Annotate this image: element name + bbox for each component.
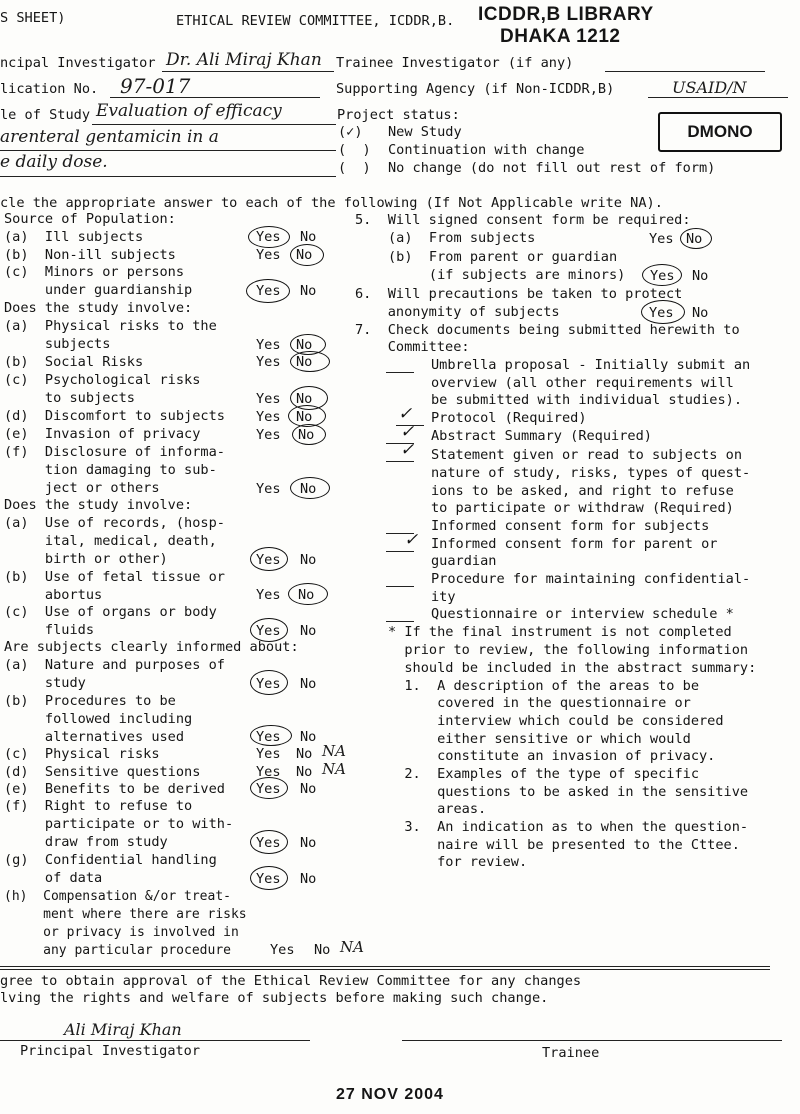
title-line3: e daily dose. (0, 152, 108, 172)
q6-label-1: 6. Will precautions be taken to protect (355, 286, 683, 302)
note-line-5: covered in the questionnaire or (388, 695, 691, 711)
q2f-no: No (300, 481, 317, 497)
q4a-label-1: (a) Nature and purposes of (4, 657, 225, 673)
q1c-yes: Yes (256, 283, 281, 299)
q2f-label-2: tion damaging to sub- (4, 462, 217, 478)
answer-circle (250, 670, 288, 695)
q5b-no: No (692, 268, 709, 284)
q1a-label: (a) Ill subjects (4, 229, 144, 245)
q5b-yes: Yes (650, 268, 675, 284)
q4h-label-3: or privacy is involved in (4, 925, 239, 940)
q2a-label-2: subjects (4, 336, 111, 352)
q2-heading: Does the study involve: (4, 300, 193, 316)
q2e-yes: Yes (256, 427, 281, 443)
status-new-box: (✓) (338, 124, 363, 140)
q4b-label-2: followed including (4, 711, 193, 727)
title-line1: Evaluation of efficacy (96, 101, 282, 121)
agency-label: Supporting Agency (if Non-ICDDR,B) (336, 81, 615, 97)
q4e-label: (e) Benefits to be derived (4, 781, 225, 797)
footer-rule-2 (0, 969, 770, 970)
answer-circle (250, 547, 288, 571)
agency-underline (648, 97, 788, 98)
doc-statement-1: Statement given or read to subjects on (431, 447, 742, 463)
instruction: cle the appropriate answer to each of the following (If Not Applicable write NA). (0, 195, 663, 211)
q4-heading: Are subjects clearly informed about: (4, 639, 299, 655)
agreement-line-2: lving the rights and welfare of subjects before making such change. (0, 990, 549, 1006)
doc-statement-2: nature of study, risks, types of quest- (431, 465, 751, 481)
doc-statement-4: to participate or withdraw (Required) (431, 500, 734, 516)
trainee-signature-line (402, 1040, 782, 1041)
doc-confidentiality-1: Procedure for maintaining confidential- (431, 571, 751, 587)
q2b-no: No (296, 354, 313, 370)
doc-statement-blank (386, 461, 414, 462)
library-stamp-line1: ICDDR,B LIBRARY (478, 4, 654, 25)
status-no-change: No change (do not fill out rest of form) (388, 160, 716, 176)
title-underline1 (92, 124, 336, 125)
q3c-label-1: (c) Use of organs or body (4, 604, 217, 620)
pi-value: Dr. Ali Miraj Khan (166, 50, 322, 70)
q5a-yes: Yes (649, 231, 674, 247)
q4g-label-2: of data (4, 870, 103, 886)
q4g-no: No (300, 871, 317, 887)
q3c-no: No (300, 623, 317, 639)
q4h-yes: Yes (270, 942, 295, 958)
q5b-label-1: (b) From parent or guardian (388, 249, 618, 265)
q2b-label: (b) Social Risks (4, 354, 144, 370)
q2c-label-1: (c) Psychological risks (4, 372, 201, 388)
pi-signature: Ali Miraj Khan (64, 1020, 182, 1039)
q1b-yes: Yes (256, 247, 281, 263)
q2e-label: (e) Invasion of privacy (4, 426, 201, 442)
status-no-change-box: ( ) (338, 160, 371, 176)
trainee-underline (605, 71, 765, 72)
q1a-no: No (300, 229, 317, 245)
q5a-no: No (686, 231, 703, 247)
project-status-label: Project status: (337, 107, 460, 123)
q3-heading: Does the study involve: (4, 497, 193, 513)
q3a-label-3: birth or other) (4, 551, 168, 567)
q4a-no: No (300, 676, 317, 692)
doc-consent-parent-1: Informed consent form for parent or (431, 536, 718, 552)
doc-consent-parent-2: guardian (431, 553, 497, 569)
q3a-yes: Yes (256, 552, 281, 568)
note-line-11: areas. (388, 801, 487, 817)
q4h-label-4: any particular procedure (4, 943, 231, 958)
answer-circle (290, 244, 324, 266)
application-underline (110, 97, 320, 98)
q2c-yes: Yes (256, 391, 281, 407)
q1c-label-2: under guardianship (4, 282, 193, 298)
answer-circle (680, 228, 712, 249)
q6-no: No (692, 305, 709, 321)
doc-protocol-check-icon: ✓ (398, 404, 413, 424)
q1b-label: (b) Non-ill subjects (4, 247, 176, 263)
trainee-label: Trainee Investigator (if any) (336, 55, 574, 71)
doc-consent-parent-blank (386, 551, 414, 552)
doc-consent-parent-check-icon: ✓ (404, 530, 419, 550)
answer-circle (292, 424, 326, 445)
note-line-4: 1. A description of the areas to be (388, 678, 699, 694)
q1c-label-1: (c) Minors or persons (4, 264, 185, 280)
sheet-label: S SHEET) (0, 10, 66, 26)
answer-circle (250, 777, 288, 799)
q2f-yes: Yes (256, 481, 281, 497)
q4b-yes: Yes (256, 729, 281, 745)
q6-yes: Yes (649, 305, 674, 321)
q4g-yes: Yes (256, 871, 281, 887)
q4c-yes: Yes (256, 746, 281, 762)
pi-signature-label: Principal Investigator (20, 1043, 201, 1059)
doc-umbrella-2: overview (all other requirements will (431, 375, 734, 391)
note-line-7: either sensitive or which would (388, 731, 691, 747)
note-line-13: naire will be presented to the Cttee. (388, 837, 740, 853)
q4f-label-1: (f) Right to refuse to (4, 798, 193, 814)
doc-confidentiality-2: ity (431, 589, 456, 605)
q1b-no: No (296, 247, 313, 263)
title-label: le of Study (0, 107, 91, 123)
answer-circle (642, 264, 682, 286)
q4a-yes: Yes (256, 676, 281, 692)
q3a-label-1: (a) Use of records, (hosp- (4, 515, 225, 531)
answer-circle (246, 279, 290, 303)
q4d-label: (d) Sensitive questions (4, 764, 201, 780)
q4h-na: NA (340, 938, 364, 956)
q4d-yes: Yes (256, 764, 281, 780)
note-line-10: questions to be asked in the sensitive (388, 784, 749, 800)
doc-statement-3: ions to be asked, and right to refuse (431, 483, 734, 499)
q4h-no: No (314, 942, 331, 958)
note-line-14: for review. (388, 854, 528, 870)
q6-label-2: anonymity of subjects (355, 304, 560, 320)
pi-underline (162, 71, 334, 72)
note-line-8: constitute an invasion of privacy. (388, 748, 716, 764)
q2a-label-1: (a) Physical risks to the (4, 318, 217, 334)
doc-umbrella-1: Umbrella proposal - Initially submit an (431, 357, 751, 373)
q4d-no: No (296, 764, 313, 780)
q2d-label: (d) Discomfort to subjects (4, 408, 225, 424)
q2d-yes: Yes (256, 409, 281, 425)
title-line2: arenteral gentamicin in a (0, 127, 219, 147)
q4f-label-2: participate or to with- (4, 816, 234, 832)
committee-heading: ETHICAL REVIEW COMMITTEE, ICDDR,B. (176, 13, 455, 29)
doc-abstract: Abstract Summary (Required) (431, 428, 652, 444)
doc-questionnaire-blank (386, 621, 414, 622)
trainee-signature-label: Trainee (542, 1045, 600, 1061)
q7-label-1: 7. Check documents being submitted herewith to (355, 322, 740, 338)
title-underline3 (0, 176, 336, 177)
note-line-6: interview which could be considered (388, 713, 724, 729)
date-stamp: 27 NOV 2004 (336, 1086, 444, 1103)
q2c-no: No (296, 391, 313, 407)
doc-umbrella-blank (386, 372, 414, 373)
answer-circle (250, 866, 288, 890)
q4a-label-2: study (4, 675, 86, 691)
q5-heading: 5. Will signed consent form be required: (355, 212, 691, 228)
q5b-label-2: (if subjects are minors) (388, 267, 626, 283)
doc-protocol: Protocol (Required) (431, 410, 587, 426)
status-continuation: Continuation with change (388, 142, 585, 158)
q2a-no: No (296, 337, 313, 353)
answer-circle (290, 351, 330, 372)
note-line-9: 2. Examples of the type of specific (388, 766, 699, 782)
q1a-yes: Yes (256, 229, 281, 245)
q3b-no: No (298, 587, 315, 603)
q3b-label-1: (b) Use of fetal tissue or (4, 569, 225, 585)
q1c-no: No (300, 283, 317, 299)
answer-circle (248, 226, 290, 248)
dmono-stamp: DMONO (658, 112, 782, 152)
q3b-yes: Yes (256, 587, 281, 603)
q3b-label-2: abortus (4, 587, 103, 603)
application-number: 97-017 (120, 74, 191, 98)
note-line-12: 3. An indication as to when the question- (388, 819, 749, 835)
q4f-no: No (300, 835, 317, 851)
q4c-label: (c) Physical risks (4, 746, 160, 762)
library-stamp-line2: DHAKA 1212 (500, 26, 621, 47)
doc-abstract-check-icon: ✓ (400, 422, 415, 442)
q4c-no: No (296, 746, 313, 762)
q2a-yes: Yes (256, 337, 281, 353)
q4g-label-1: (g) Confidential handling (4, 852, 217, 868)
status-continuation-box: ( ) (338, 142, 371, 158)
q4b-no: No (300, 729, 317, 745)
agreement-line-1: gree to obtain approval of the Ethical Review Committee for any changes (0, 973, 582, 989)
answer-circle (250, 725, 292, 746)
q4h-label-2: ment where there are risks (4, 907, 247, 922)
q1-heading: Source of Population: (4, 211, 176, 227)
q4f-label-3: draw from study (4, 834, 168, 850)
answer-circle (250, 830, 288, 854)
q2c-label-2: to subjects (4, 390, 135, 406)
q4d-na: NA (322, 760, 346, 778)
pi-label: ncipal Investigator (0, 55, 156, 71)
answer-circle (641, 300, 685, 324)
doc-statement-check-icon: ✓ (400, 440, 415, 460)
q4e-yes: Yes (256, 781, 281, 797)
doc-consent-subjects: Informed consent form for subjects (431, 518, 710, 534)
q4b-label-1: (b) Procedures to be (4, 693, 176, 709)
title-underline2 (0, 150, 336, 151)
doc-umbrella-3: be submitted with individual studies). (431, 392, 742, 408)
doc-confidentiality-blank (386, 586, 414, 587)
q2e-no: No (298, 427, 315, 443)
q3c-yes: Yes (256, 623, 281, 639)
q3c-label-2: fluids (4, 622, 95, 638)
application-label: lication No. (0, 81, 99, 97)
q2b-yes: Yes (256, 354, 281, 370)
q4h-label-1: (h) Compensation &/or treat- (4, 889, 231, 904)
answer-circle (288, 583, 328, 605)
note-line-1: * If the final instrument is not completed (388, 624, 732, 640)
q4f-yes: Yes (256, 835, 281, 851)
q4e-no: No (300, 781, 317, 797)
status-new-study: New Study (388, 124, 462, 140)
q4b-label-3: alternatives used (4, 729, 185, 745)
q2f-label-3: ject or others (4, 480, 160, 496)
agency-value: USAID/N (672, 78, 747, 97)
pi-signature-line (0, 1040, 310, 1041)
q7-label-2: Committee: (355, 339, 470, 355)
q4c-na: NA (322, 742, 346, 760)
doc-questionnaire: Questionnaire or interview schedule * (431, 606, 734, 622)
footer-rule-1 (0, 966, 770, 967)
q3a-label-2: ital, medical, death, (4, 533, 217, 549)
note-line-2: prior to review, the following information (388, 642, 749, 658)
q2d-no: No (296, 409, 313, 425)
note-line-3: should be included in the abstract summary: (388, 660, 757, 676)
answer-circle (290, 477, 330, 499)
q5a-label: (a) From subjects (388, 230, 536, 246)
q2f-label-1: (f) Disclosure of informa- (4, 444, 225, 460)
q3a-no: No (300, 552, 317, 568)
